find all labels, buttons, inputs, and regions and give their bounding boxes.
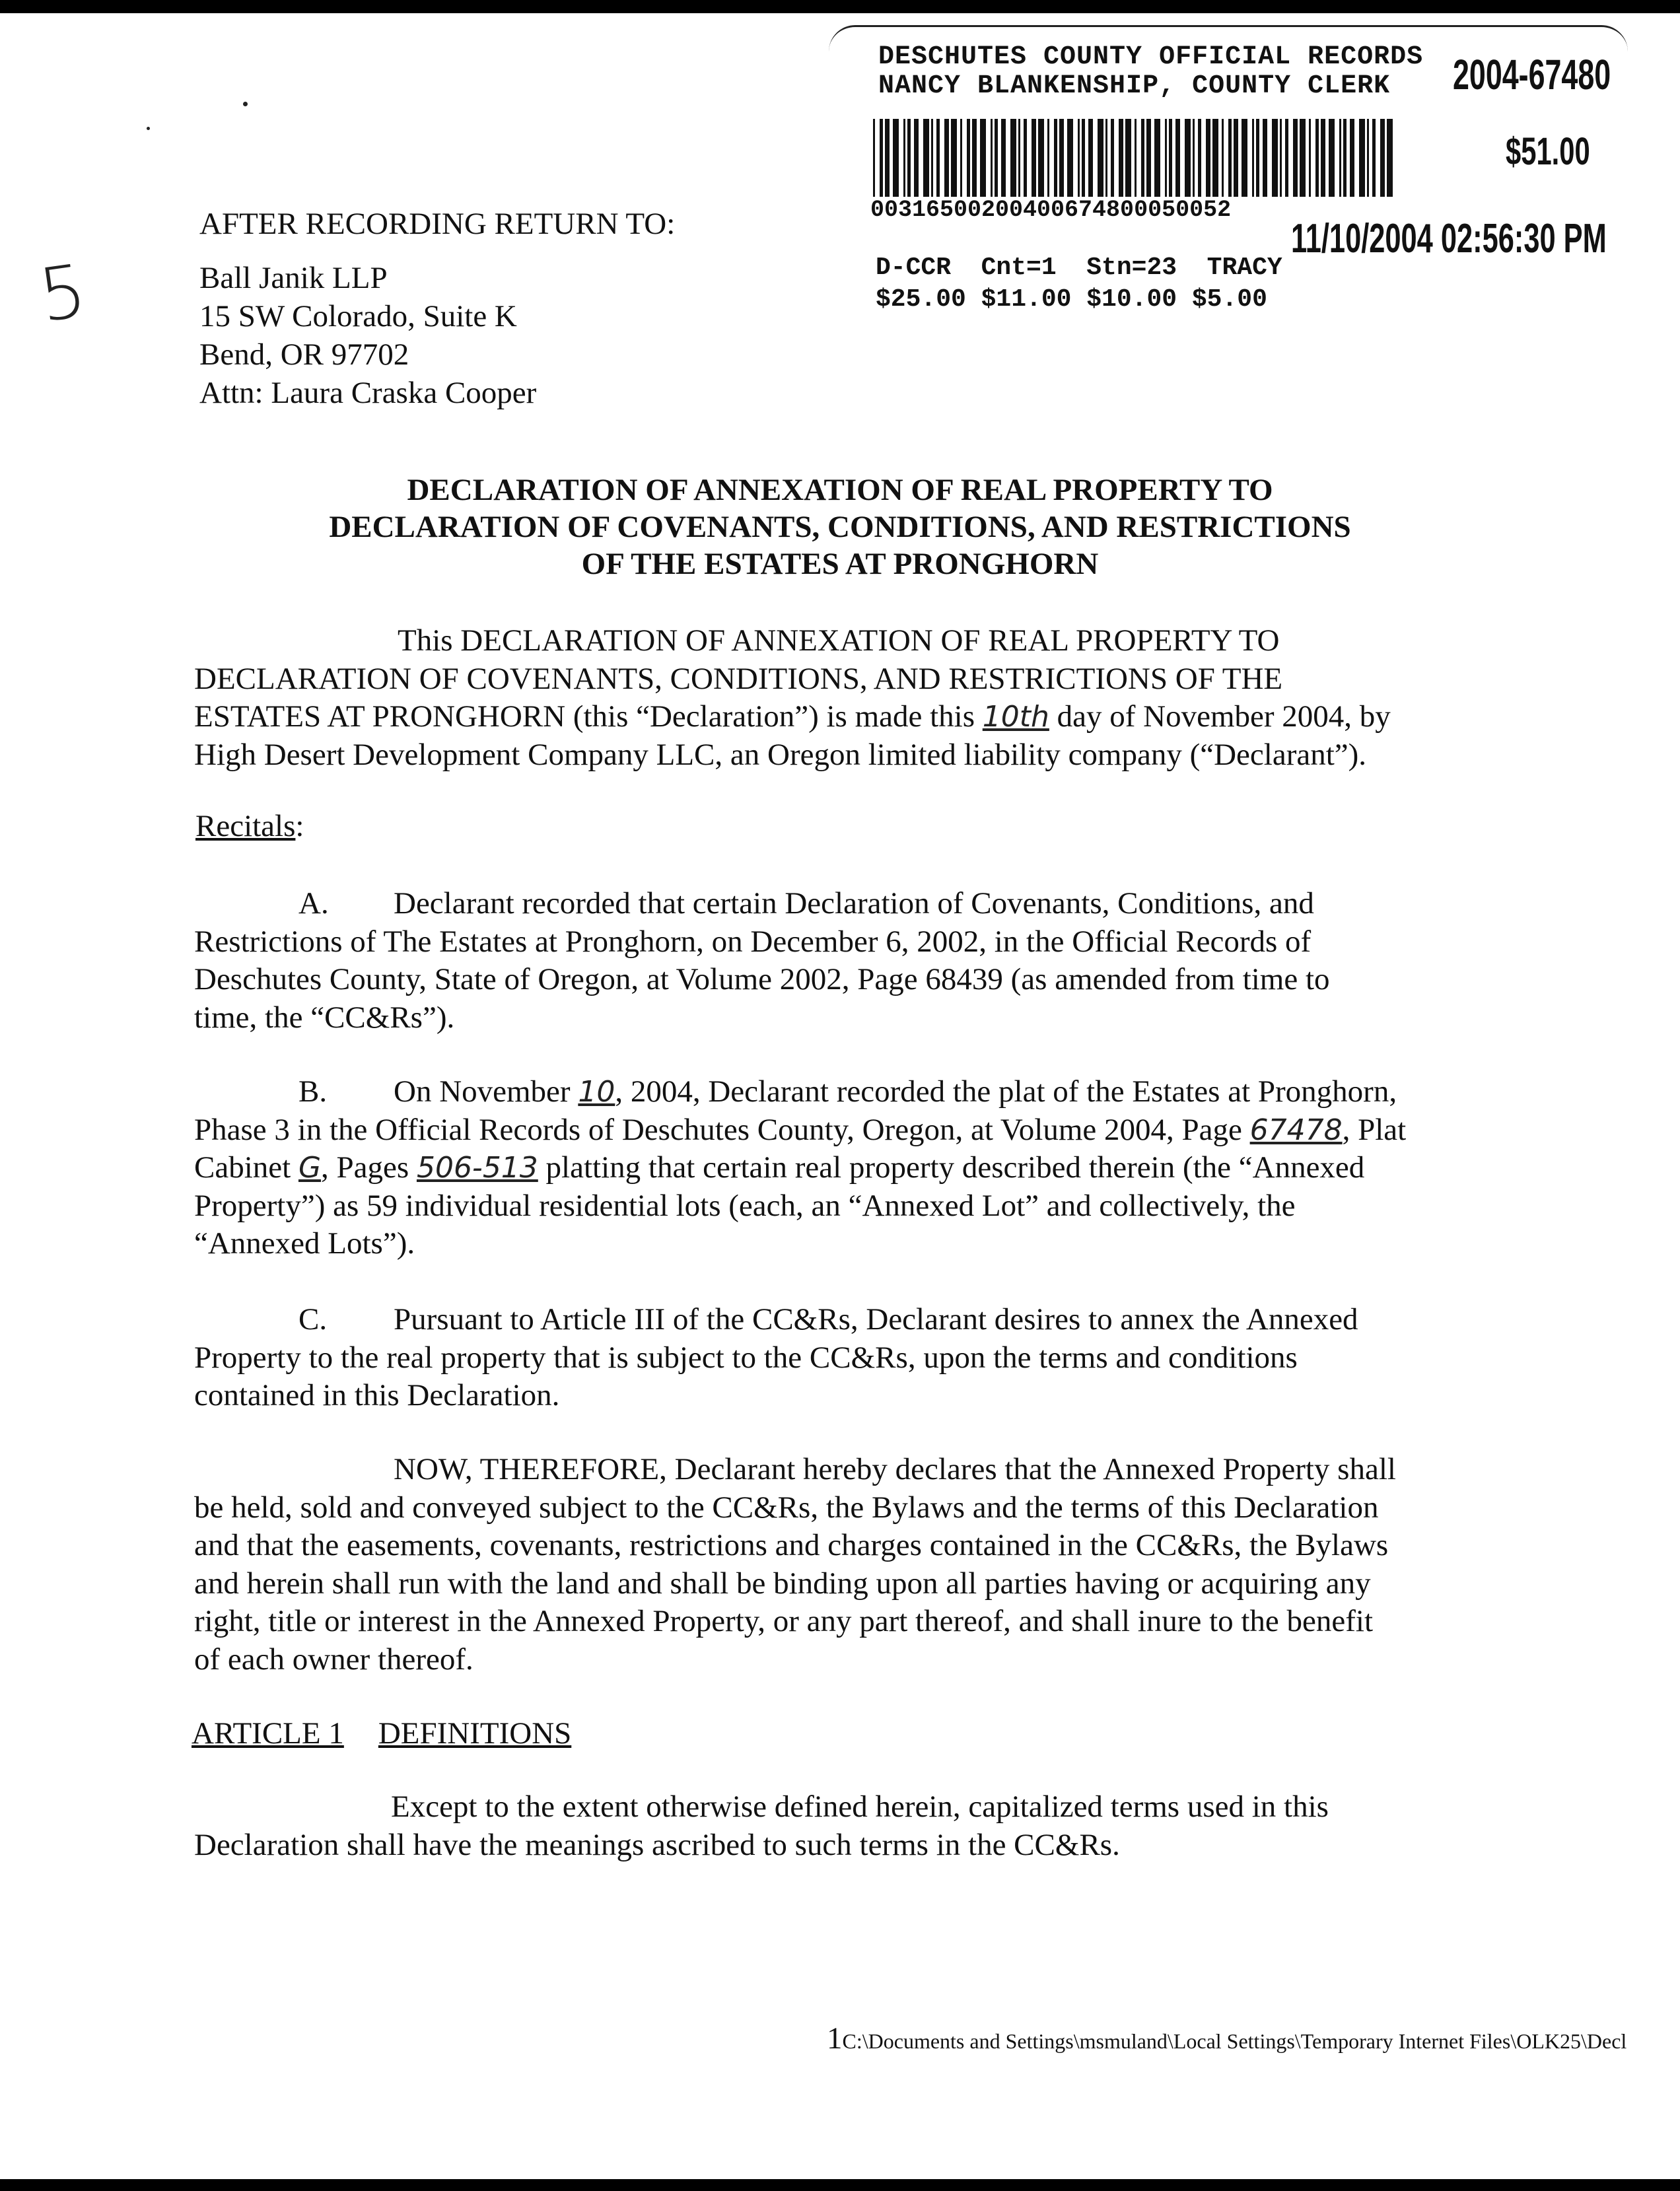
paragraph-line: “Annexed Lots”). xyxy=(194,1226,415,1261)
text-run: On November xyxy=(394,1074,578,1109)
text-run: Cabinet xyxy=(194,1150,298,1185)
text-run: , Pages xyxy=(321,1150,417,1185)
article-title: DEFINITIONS xyxy=(378,1716,572,1751)
stamp-clerk: NANCY BLANKENSHIP, COUNTY CLERK xyxy=(878,71,1391,101)
handwritten-margin-mark: 5 xyxy=(34,248,92,339)
paragraph-line: of each owner thereof. xyxy=(194,1642,473,1677)
scan-edge-top xyxy=(0,0,1680,13)
paragraph-line: and that the easements, covenants, restrictions and charges contained in the CC&Rs, the Bylaws xyxy=(194,1528,1389,1562)
stamp-datetime: 11/10/2004 02:56:30 PM xyxy=(1291,216,1607,261)
text-run: day of November 2004, by xyxy=(1049,699,1391,734)
paragraph-line: DECLARATION OF COVENANTS, CONDITIONS, AND RESTRICTIONS OF THE xyxy=(194,661,1283,696)
paragraph-line: Property to the real property that is subject to the CC&Rs, upon the terms and conditions xyxy=(194,1340,1298,1375)
definitions-paragraph xyxy=(194,1788,1329,1864)
paragraph-line: Except to the extent otherwise defined herein, capitalized terms used in this xyxy=(391,1790,1329,1824)
recitals-label: Recitals xyxy=(195,809,296,843)
return-address xyxy=(199,259,536,412)
text-run: platting that certain real property described therein (the “Annexed xyxy=(538,1150,1365,1185)
paragraph-line: Deschutes County, State of Oregon, at Volume 2002, Page 68439 (as amended from time to xyxy=(194,962,1330,996)
text-run: , Plat xyxy=(1342,1112,1407,1147)
text-run: Phase 3 in the Official Records of Deschutes County, Oregon, at Volume 2004, Page xyxy=(194,1112,1250,1147)
stamp-fees: $25.00 $11.00 $10.00 $5.00 xyxy=(876,285,1267,314)
paragraph-line: Property”) as 59 individual residential lots (each, an “Annexed Lot” and collectively, the xyxy=(194,1188,1296,1223)
file-path: C:\Documents and Settings\msmuland\Local Settings\Temporary Internet Files\OLK25\Decl xyxy=(842,2029,1627,2053)
return-to-heading: AFTER RECORDING RETURN TO: xyxy=(199,207,676,241)
page-number: 1 xyxy=(827,2021,843,2056)
recital-letter: A. xyxy=(298,886,329,921)
text-run: Declarant recorded that certain Declaration of Covenants, Conditions, and xyxy=(394,886,1314,921)
paragraph-line: Restrictions of The Estates at Pronghorn, on December 6, 2002, in the Official Records of xyxy=(194,924,1312,959)
paragraph-line xyxy=(194,698,1391,736)
text-run: Pursuant to Article III of the CC&Rs, Declarant desires to annex the Annexed xyxy=(394,1302,1358,1337)
paragraph-line: and herein shall run with the land and shall be binding upon all parties having or acquiring any xyxy=(194,1566,1371,1601)
paragraph-line xyxy=(194,1111,1406,1150)
paragraph-line xyxy=(194,1149,1406,1187)
stamp-barcode-number: 00316500200400674800050052 xyxy=(870,197,1232,223)
handwritten-cabinet: G xyxy=(298,1151,322,1185)
recitals-colon: : xyxy=(295,809,304,843)
title-line: OF THE ESTATES AT PRONGHORN xyxy=(581,547,1099,581)
scan-speck xyxy=(147,127,150,130)
handwritten-day: 10th xyxy=(982,700,1049,734)
document-title xyxy=(0,471,1680,582)
paragraph-line: contained in this Declaration. xyxy=(194,1378,560,1412)
page-footer xyxy=(827,2021,1627,2056)
stamp-codes: D-CCR Cnt=1 Stn=23 TRACY xyxy=(876,254,1282,282)
recital-letter: C. xyxy=(298,1302,328,1337)
now-therefore-paragraph xyxy=(194,1451,1396,1679)
paragraph-line: NOW, THEREFORE, Declarant hereby declares that the Annexed Property shall xyxy=(394,1452,1396,1486)
return-address-line: 15 SW Colorado, Suite K xyxy=(199,299,517,333)
handwritten-pages: 506-513 xyxy=(416,1151,538,1185)
article-number: ARTICLE 1 xyxy=(192,1716,344,1751)
stamp-document-number: 2004-67480 xyxy=(1453,51,1611,98)
recital-c xyxy=(194,1301,1358,1415)
paragraph-line: Declaration shall have the meanings ascribed to such terms in the CC&Rs. xyxy=(194,1827,1120,1862)
recitals-heading xyxy=(195,807,304,845)
recital-a xyxy=(194,885,1330,1037)
stamp-fee: $51.00 xyxy=(1506,130,1590,173)
paragraph-line: High Desert Development Company LLC, an Oregon limited liability company (“Declarant”). xyxy=(194,737,1367,772)
handwritten-page: 67478 xyxy=(1249,1113,1343,1147)
title-line: DECLARATION OF COVENANTS, CONDITIONS, AND RESTRICTIONS xyxy=(329,510,1351,544)
paragraph-line xyxy=(194,1073,1406,1111)
handwritten-date: 10 xyxy=(578,1075,615,1109)
intro-paragraph xyxy=(194,622,1391,774)
text-run: ESTATES AT PRONGHORN (this “Declaration”) is made this xyxy=(194,699,983,734)
title-line: DECLARATION OF ANNEXATION OF REAL PROPERTY TO xyxy=(407,473,1273,507)
stamp-office: DESCHUTES COUNTY OFFICIAL RECORDS xyxy=(878,42,1424,72)
return-address-line: Bend, OR 97702 xyxy=(199,337,409,372)
text-run: , 2004, Declarant recorded the plat of the Estates at Pronghorn, xyxy=(615,1074,1397,1109)
stamp-barcode xyxy=(873,119,1400,197)
paragraph-line xyxy=(194,1301,1358,1339)
return-address-line: Attn: Laura Craska Cooper xyxy=(199,376,537,410)
scan-edge-bottom xyxy=(0,2179,1680,2191)
paragraph-line xyxy=(194,885,1330,923)
paragraph-line: This DECLARATION OF ANNEXATION OF REAL PROPERTY TO xyxy=(398,623,1280,658)
scan-speck xyxy=(243,102,248,106)
paragraph-line: time, the “CC&Rs”). xyxy=(194,1000,455,1035)
recital-b xyxy=(194,1073,1406,1263)
paragraph-line: right, title or interest in the Annexed Property, or any part thereof, and shall inure to the benefit xyxy=(194,1604,1374,1638)
return-address-line: Ball Janik LLP xyxy=(199,261,388,295)
recital-letter: B. xyxy=(298,1074,328,1109)
article-heading xyxy=(192,1714,571,1753)
paragraph-line: be held, sold and conveyed subject to the CC&Rs, the Bylaws and the terms of this Declaration xyxy=(194,1490,1379,1525)
